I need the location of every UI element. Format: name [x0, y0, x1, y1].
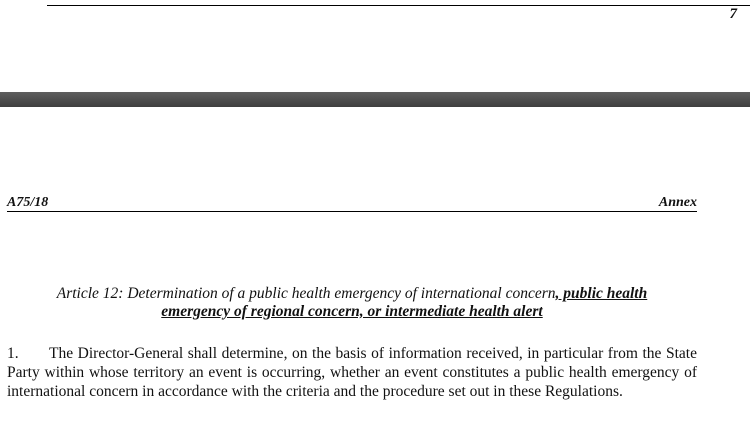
article-heading — [0, 285, 704, 321]
article-heading-inserted-1: , public health — [555, 285, 648, 302]
running-header — [7, 195, 697, 212]
article-heading-inserted-2: emergency of regional concern, or intermediate health alert — [161, 303, 543, 320]
top-rule — [47, 5, 750, 6]
page-break-divider — [0, 92, 750, 107]
document-reference: A75/18 — [7, 195, 49, 210]
paragraph-text: The Director-General shall determine, on the basis of information received, in particular from the State Party within whose territory an event is occurring, whether an event constitutes a public health emergency of international concern in accordance with the criteria and the procedure set out in these Regulations. — [7, 345, 697, 400]
annex-label: Annex — [658, 195, 697, 210]
paragraph-1 — [7, 344, 697, 401]
article-heading-main: Article 12: Determination of a public health emergency of international concern — [56, 285, 556, 302]
paragraph-number: 1. — [7, 345, 19, 362]
page-number: 7 — [729, 6, 737, 22]
